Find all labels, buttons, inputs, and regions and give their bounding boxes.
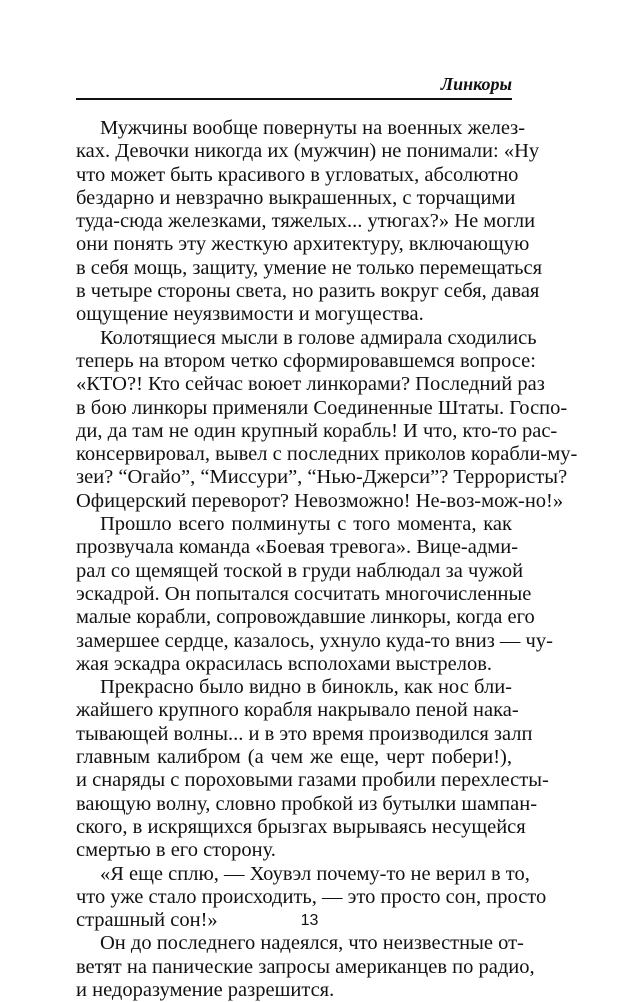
paragraph	[76, 513, 553, 676]
text-line: ках. Девочки никогда их (мужчин) не понимали: «Ну	[76, 140, 540, 163]
page-number: 13	[300, 912, 319, 929]
text-line: туда-сюда железками, тяжелых... утюгах?» Не могли	[76, 210, 536, 233]
text-line: зеи? “Огайо”, “Миссури”, “Нью-Джерси”? Террористы?	[76, 466, 568, 489]
text-line: они понять эту жесткую архитектуру, включающую	[76, 233, 530, 256]
running-header	[76, 70, 512, 100]
text-line: теперь на втором четко сформировавшемся вопросе:	[76, 349, 536, 372]
text-line: Прошло всего полминуты с того момента, как	[100, 513, 512, 536]
paragraph	[76, 326, 578, 513]
running-header-title: Линкоры	[440, 74, 512, 94]
text-line: «КТО?! Кто сейчас воюет линкорами? Последний раз	[76, 373, 545, 396]
text-line: вающую волну, словно пробкой из бутылки шампан-	[76, 792, 538, 815]
body-text	[76, 117, 578, 1002]
text-line: малые корабли, сопровождавшие линкоры, когда его	[76, 606, 535, 629]
text-line: главным калибром (а чем же еще, черт побери!),	[76, 746, 512, 769]
text-line: смертью в его сторону.	[76, 839, 276, 862]
text-line: тывающей волны... и в это время производился залп	[76, 722, 533, 745]
paragraph	[76, 117, 543, 327]
text-line: в бою линкоры применяли Соединенные Штаты. Госпо-	[76, 396, 568, 419]
text-line: Мужчины вообще повернуты на военных желез-	[100, 117, 526, 139]
text-line: консервировал, вывел с последних приколов корабли-му-	[76, 443, 578, 466]
text-line: прозвучала команда «Боевая тревога». Вице-адми-	[76, 536, 519, 559]
text-line: ского, в искрящихся брызгах вырываясь несущейся	[76, 815, 526, 838]
text-line: жая эскадра окрасилась всполохами выстрелов.	[76, 652, 493, 675]
paragraph	[76, 676, 549, 862]
paragraph	[76, 932, 535, 1002]
text-line: ощущение неуязвимости и могущества.	[76, 303, 424, 326]
text-line: страшный сон!»	[76, 909, 218, 932]
text-line: Колотящиеся мысли в голове адмирала сходились	[100, 326, 537, 349]
text-line: жайшего крупного корабля накрывало пеной нака-	[76, 699, 519, 722]
text-line: и снаряды с пороховыми газами пробили перехлесты-	[76, 769, 549, 792]
text-line: ветят на панические запросы американцев по радио,	[76, 955, 535, 978]
text-line: что уже стало происходить, — это просто сон, просто	[76, 885, 547, 908]
text-line: Он до последнего надеялся, что неизвестные от-	[100, 932, 524, 955]
text-line: эскадрой. Он попытался сосчитать многочисленные	[76, 582, 532, 605]
text-line: «Я еще сплю, — Хоувэл почему-то не верил в то,	[100, 862, 530, 885]
text-line: бездарно и невзрачно выкрашенных, с торчащими	[76, 186, 516, 209]
text-line: ди, да там не один крупный корабль! И что, кто-то рас-	[76, 419, 558, 442]
text-line: Прекрасно было видно в бинокль, как нос бли-	[100, 676, 512, 699]
text-line: что может быть красивого в угловатых, абсолютно	[76, 163, 519, 186]
text-line: и недоразумение разрешится.	[76, 978, 335, 1001]
text-line: в четыре стороны света, но разить вокруг себя, давая	[76, 280, 540, 303]
text-line: в себя мощь, защиту, умение не только перемещаться	[76, 256, 543, 279]
text-line: замершее сердце, казалось, ухнуло куда-то вниз — чу-	[76, 629, 553, 652]
text-line: рал со щемящей тоской в груди наблюдал за чужой	[76, 559, 524, 582]
text-line: Офицерский переворот? Невозможно! Не-воз-мож-но!»	[76, 489, 564, 512]
